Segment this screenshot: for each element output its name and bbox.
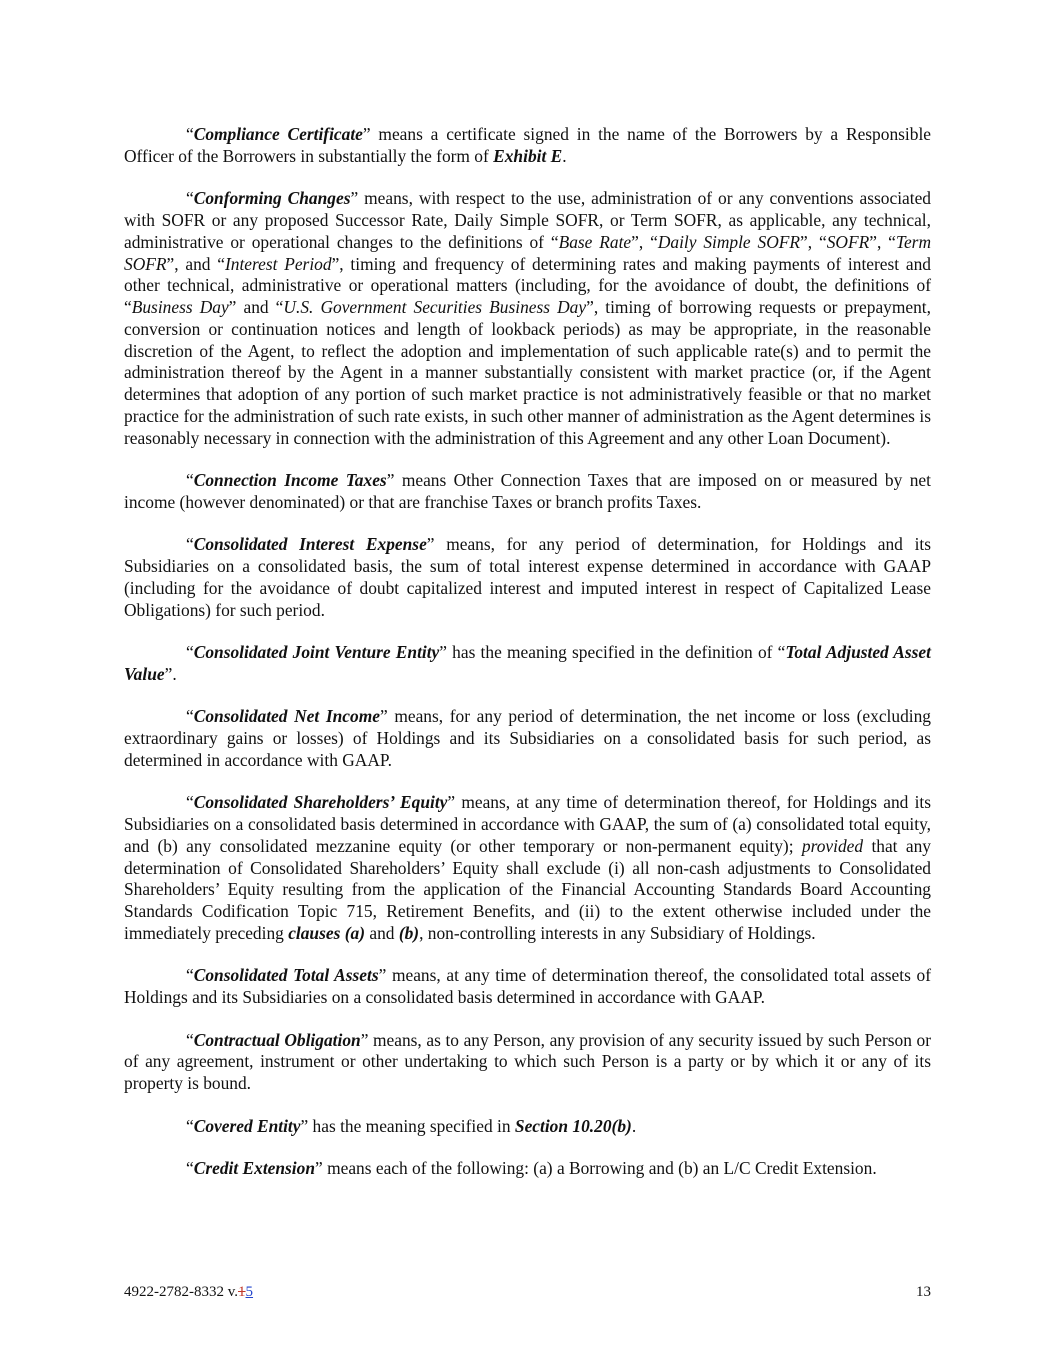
text-run: ”. bbox=[164, 663, 177, 684]
text-run: ” means, as to any Person, any provision of any security issued by such Person or of any agreement, instrument or other undertaking to which such Person is a party or by which it or any of its property is bound. bbox=[124, 1029, 931, 1093]
text-run: ” means, with respect to the use, administration of or any conventions associated with SOFR or any proposed Successor Rate, Daily Simple SOFR, or Term SOFR, as applicable, any technical, administrative or operational changes to the definitions of “ bbox=[124, 188, 931, 252]
text-run: “ bbox=[186, 642, 194, 662]
text-run: “ bbox=[186, 965, 194, 986]
text-run: ” means a certificate signed in the name of the Borrowers by a Responsible Officer of the Borrowers in substantially the form of bbox=[124, 124, 931, 166]
text-run: ” means, for any period of determination, the net income or loss (excluding extraordinary gains or losses) of Holdings and its Subsidiaries on a consolidated basis for such period, as determined in accordance with GAAP. bbox=[124, 706, 931, 770]
definition-consolidated-joint-venture-entity bbox=[124, 642, 931, 686]
text-run: that any determination of Consolidated Shareholders’ Equity shall exclude (i) all non-cash adjustments to Consolidated Shareholders’ Equity resulting from the application of the Financial Accounting Standards Board Accounting Standards Codification Topic 715, Retirement Benefits, and (ii) to the extent otherwise included under the immediately preceding bbox=[124, 835, 931, 943]
definition-consolidated-total-assets bbox=[124, 965, 931, 1009]
text-run: “ bbox=[186, 1115, 194, 1136]
text-run: ”, timing of borrowing requests or prepayment, conversion or continuation notices and length of lookback periods) as may be appropriate, in the reasonable discretion of the Agent, to reflect the adoption and implementation of such applicable rate(s) and to permit the administration thereof by the Agent in a manner substantially consistent with market practice (or, if the Agent determines that adoption of any portion of such market practice is not administratively feasible or that no market practice for the administration of such rate exists, in such other manner of administration as the Agent determines is reasonably necessary in connection with the administration of this Agreement and any other Loan Document). bbox=[124, 297, 931, 448]
bold-italic-term: Compliance Certificate bbox=[193, 124, 363, 144]
text-run: ” means, at any time of determination thereof, the consolidated total assets of Holdings and its Subsidiaries on a consolidated basis determined in accordance with GAAP. bbox=[124, 965, 931, 1007]
text-run: ” has the meaning specified in the definition of “ bbox=[439, 642, 786, 662]
document-body bbox=[124, 124, 931, 1201]
bold-italic-term: Consolidated Total Assets bbox=[193, 965, 379, 986]
italic-term: Interest Period bbox=[224, 253, 332, 274]
italic-term: U.S. Government Securities Business Day bbox=[283, 297, 587, 317]
document-id-prefix: 4922-2782-8332 v. bbox=[124, 1284, 239, 1300]
text-run: ”, timing and frequency of determining rates and making payments of interest and other technical, administrative or operational matters (including, for the avoidance of doubt, the definitions of “ bbox=[124, 253, 931, 317]
italic-term: provided bbox=[801, 835, 864, 856]
document-id bbox=[124, 1282, 253, 1302]
bold-italic-term: Covered Entity bbox=[193, 1115, 301, 1136]
definition-conforming-changes bbox=[124, 188, 931, 449]
text-run: ”, “ bbox=[869, 231, 896, 252]
text-run: and bbox=[365, 922, 399, 943]
text-run: ” means each of the following: (a) a Borrowing and (b) an L/C Credit Extension. bbox=[315, 1158, 877, 1178]
text-run: ”, “ bbox=[800, 231, 827, 252]
page-number: 13 bbox=[916, 1284, 931, 1300]
bold-italic-term: Consolidated Shareholders’ Equity bbox=[193, 792, 448, 813]
definition-connection-income-taxes bbox=[124, 470, 931, 514]
definition-credit-extension bbox=[124, 1158, 931, 1180]
definition-consolidated-net-income bbox=[124, 706, 931, 771]
bold-italic-term: Conforming Changes bbox=[193, 188, 351, 209]
italic-term: Business Day bbox=[131, 297, 229, 317]
bold-italic-term: Connection Income Taxes bbox=[193, 470, 387, 490]
text-run: ” means Other Connection Taxes that are imposed on or measured by net income (however denominated) or that are franchise Taxes or branch profits Taxes. bbox=[124, 470, 931, 512]
text-run: . bbox=[631, 1115, 637, 1136]
italic-term: Term SOFR bbox=[124, 231, 932, 274]
text-run: ”, “ bbox=[631, 231, 658, 252]
italic-term: Daily Simple SOFR bbox=[657, 231, 801, 252]
definition-consolidated-interest-expense bbox=[124, 534, 931, 621]
text-run: ” has the meaning specified in bbox=[300, 1115, 515, 1136]
bold-italic-term: Consolidated Joint Venture Entity bbox=[193, 642, 440, 662]
definition-consolidated-shareholders-equity bbox=[124, 792, 931, 944]
definition-covered-entity bbox=[124, 1116, 931, 1138]
text-run: . bbox=[562, 145, 567, 166]
bold-italic-term: Credit Extension bbox=[193, 1158, 316, 1178]
text-run: “ bbox=[186, 188, 194, 209]
text-run: “ bbox=[186, 124, 194, 144]
text-run: ” and “ bbox=[228, 297, 284, 317]
text-run: “ bbox=[186, 470, 194, 490]
text-run: “ bbox=[186, 534, 194, 555]
bold-italic-term: (b) bbox=[398, 922, 420, 943]
bold-italic-term: Contractual Obligation bbox=[193, 1029, 361, 1050]
text-run: “ bbox=[186, 706, 194, 727]
version-deleted: 1 bbox=[238, 1284, 246, 1300]
text-run: ” means, for any period of determination, for Holdings and its Subsidiaries on a consolidated basis, the sum of total interest expense determined in accordance with GAAP (including for the avoidance of doubt capitalized interest and imputed interest in respect of Capitalized Lease Obligations) for such period. bbox=[124, 534, 932, 620]
text-run: , non-controlling interests in any Subsidiary of Holdings. bbox=[419, 922, 816, 943]
bold-italic-term: Consolidated Net Income bbox=[193, 706, 380, 727]
bold-italic-term: Total Adjusted Asset Value bbox=[124, 642, 931, 684]
italic-term: SOFR bbox=[826, 231, 870, 252]
definition-compliance-certificate bbox=[124, 124, 931, 168]
text-run: “ bbox=[186, 792, 194, 813]
bold-italic-term: Section 10.20(b) bbox=[514, 1115, 632, 1136]
text-run: “ bbox=[186, 1029, 194, 1050]
text-run: ” means, at any time of determination thereof, for Holdings and its Subsidiaries on a consolidated basis determined in accordance with GAAP, the sum of (a) consolidated total equity, and (b) any consolidated mezzanine equity (or other temporary or non-permanent equity); bbox=[124, 792, 931, 856]
version-inserted: 5 bbox=[245, 1284, 254, 1300]
text-run: ”, and “ bbox=[166, 253, 225, 274]
italic-term: Base Rate bbox=[558, 231, 632, 252]
bold-italic-term: clauses (a) bbox=[288, 922, 365, 943]
bold-italic-term: Consolidated Interest Expense bbox=[193, 534, 427, 555]
bold-italic-term: Exhibit E bbox=[493, 145, 563, 166]
text-run: “ bbox=[186, 1158, 194, 1178]
definition-contractual-obligation bbox=[124, 1030, 931, 1095]
